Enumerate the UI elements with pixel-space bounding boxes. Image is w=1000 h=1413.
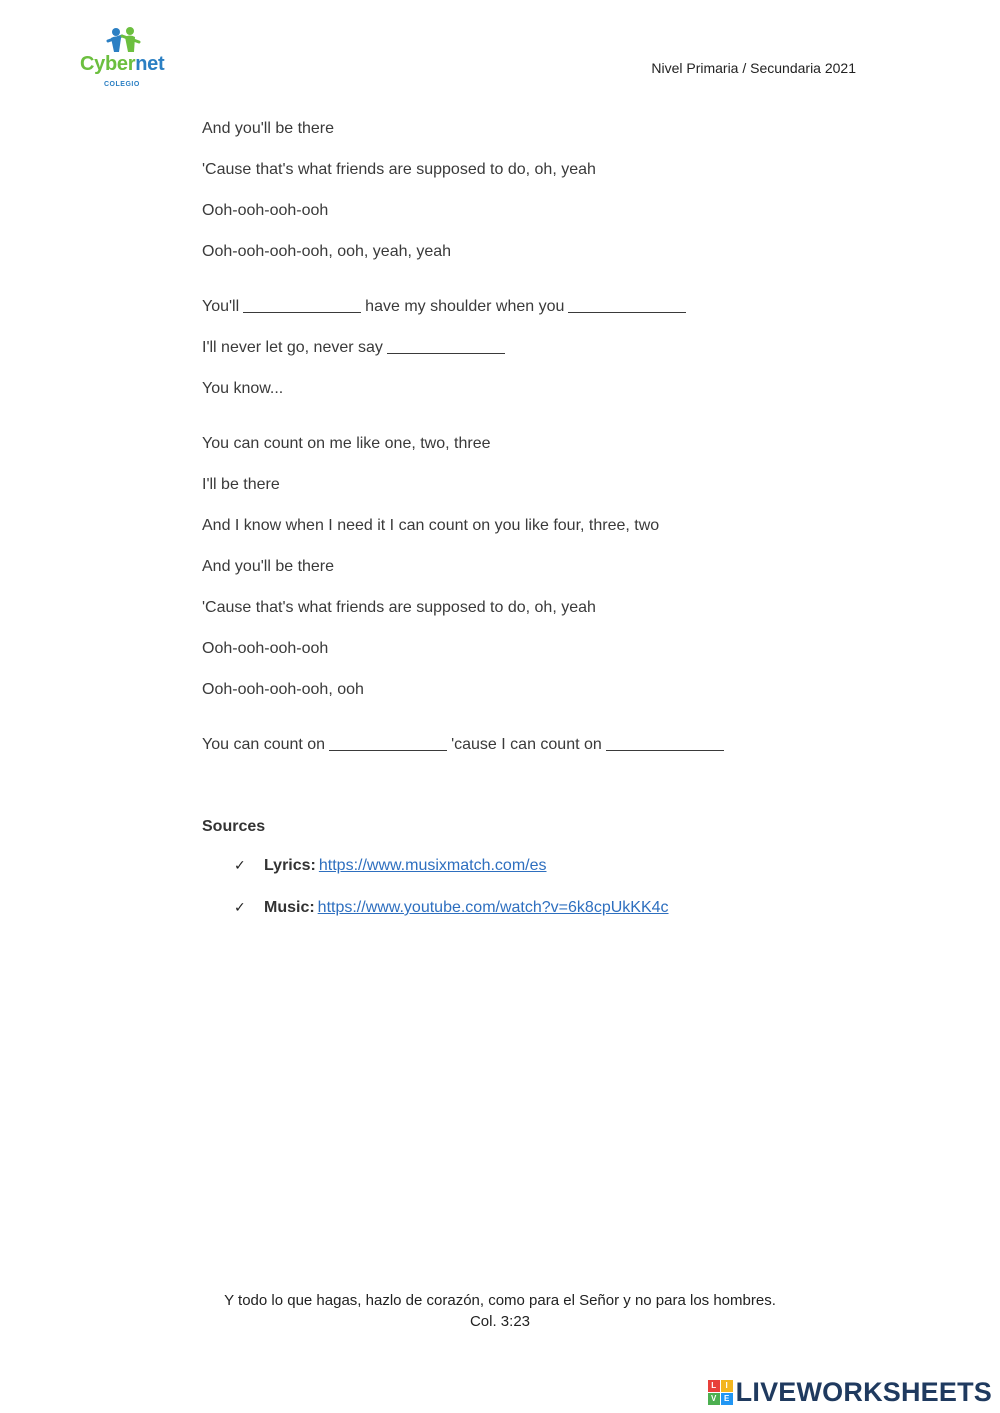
logo-wordmark [80, 53, 164, 76]
lyric-text: 'cause I can count on [451, 736, 602, 753]
lyrics-link[interactable]: https://www.musixmatch.com/es [318, 857, 547, 874]
wm-letter: I [721, 1380, 733, 1392]
lyric-line: 'Cause that's what friends are supposed to do, oh, yeah [202, 161, 596, 178]
header-level-text: Nivel Primaria / Secundaria 2021 [651, 60, 856, 76]
source-label: Lyrics: [264, 857, 316, 874]
footer-reference: Col. 3:23 [469, 1313, 531, 1330]
wm-letter: L [708, 1380, 720, 1392]
footer [0, 1290, 1000, 1332]
lyric-line: Ooh-ooh-ooh-ooh, ooh [202, 681, 364, 698]
lyrics-section [202, 118, 842, 775]
wm-letter: V [708, 1393, 720, 1405]
fill-in-line [202, 337, 842, 359]
fill-in-blank[interactable] [568, 296, 686, 313]
source-item-music [234, 896, 842, 919]
lyric-text: You can count on [202, 736, 326, 753]
sources-section [202, 818, 842, 938]
lyric-line: Ooh-ooh-ooh-ooh, ooh, yeah, yeah [202, 243, 452, 260]
fill-in-blank[interactable] [387, 337, 505, 354]
fill-in-blank[interactable] [243, 296, 361, 313]
people-logo-icon [78, 26, 178, 56]
liveworksheets-watermark[interactable] [708, 1377, 992, 1407]
lyric-line: 'Cause that's what friends are supposed to do, oh, yeah [202, 599, 596, 616]
source-item-lyrics [234, 854, 842, 877]
lyric-line: You know... [202, 380, 284, 397]
liveworksheets-logo-icon [708, 1380, 733, 1405]
checkmark-icon: ✓ [234, 857, 246, 873]
lyric-text: have my shoulder when you [365, 298, 565, 315]
fill-in-line [202, 296, 842, 318]
footer-quote: Y todo lo que hagas, hazlo de corazón, como para el Señor y no para los hombres. [224, 1292, 776, 1309]
source-label: Music: [264, 899, 315, 916]
lyric-text: I'll never let go, never say [202, 339, 383, 356]
logo-subtitle: COLEGIO [104, 81, 140, 88]
music-link[interactable]: https://www.youtube.com/watch?v=6k8cpUkKK4c [317, 899, 669, 916]
checkmark-icon: ✓ [234, 899, 246, 915]
lyric-line: And you'll be there [202, 558, 335, 575]
lyric-text: You'll [202, 298, 240, 315]
fill-in-blank[interactable] [329, 734, 447, 751]
sources-title: Sources [202, 818, 266, 835]
fill-in-blank[interactable] [606, 734, 724, 751]
logo-wordmark-cyber: Cyber [80, 53, 136, 75]
fill-in-line [202, 734, 842, 756]
lyric-line: Ooh-ooh-ooh-ooh [202, 202, 329, 219]
lyric-line: And I know when I need it I can count on you like four, three, two [202, 517, 660, 534]
lyric-line: And you'll be there [202, 120, 335, 137]
wm-letter: E [721, 1393, 733, 1405]
watermark-text: LIVEWORKSHEETS [735, 1376, 992, 1407]
lyric-line: I'll be there [202, 476, 280, 493]
school-logo [78, 26, 178, 96]
lyric-line: You can count on me like one, two, three [202, 435, 491, 452]
logo-wordmark-net: net [135, 53, 165, 75]
lyric-line: Ooh-ooh-ooh-ooh [202, 640, 329, 657]
